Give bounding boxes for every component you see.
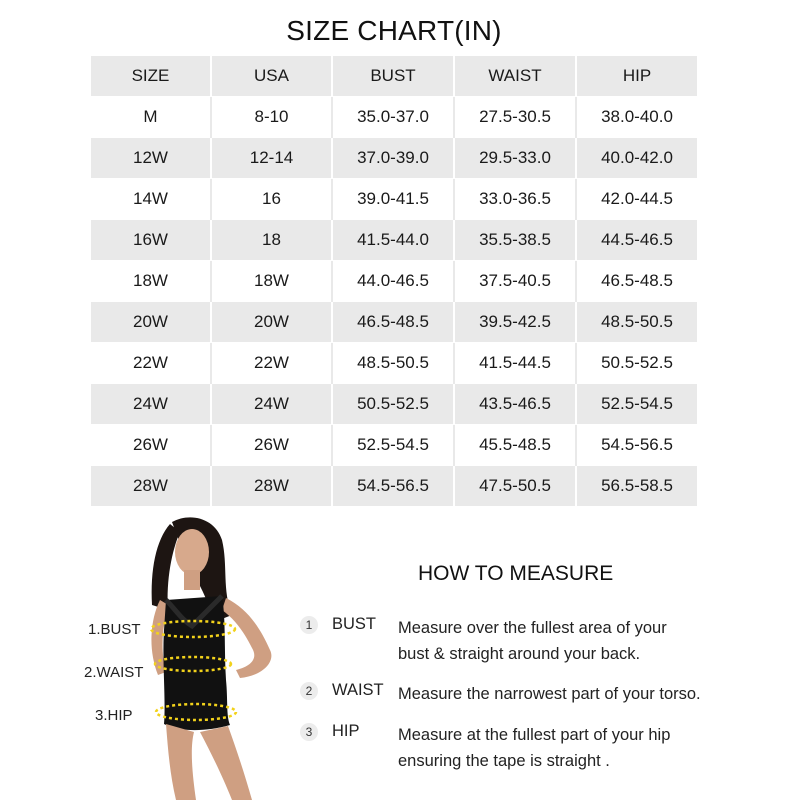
step-description: Measure over the fullest area of your bust & straight around your back. <box>398 619 667 663</box>
cell-usa: 20W <box>211 302 332 343</box>
table-row <box>91 425 697 466</box>
cell-size: 28W <box>91 466 211 507</box>
table-row <box>91 302 697 343</box>
cell-waist: 47.5-50.5 <box>454 466 576 507</box>
cell-usa: 26W <box>211 425 332 466</box>
cell-waist: 39.5-42.5 <box>454 302 576 343</box>
cell-usa: 18 <box>211 220 332 261</box>
cell-hip: 48.5-50.5 <box>576 302 697 343</box>
cell-size: 12W <box>91 138 211 179</box>
cell-hip: 40.0-42.0 <box>576 138 697 179</box>
cell-bust: 39.0-41.5 <box>332 179 454 220</box>
table-row <box>91 97 697 138</box>
cell-usa: 24W <box>211 384 332 425</box>
cell-bust: 50.5-52.5 <box>332 384 454 425</box>
size-table <box>91 56 697 507</box>
cell-hip: 54.5-56.5 <box>576 425 697 466</box>
cell-waist: 41.5-44.5 <box>454 343 576 384</box>
cell-bust: 41.5-44.0 <box>332 220 454 261</box>
cell-bust: 52.5-54.5 <box>332 425 454 466</box>
cell-bust: 44.0-46.5 <box>332 261 454 302</box>
cell-waist: 37.5-40.5 <box>454 261 576 302</box>
step-name: BUST <box>332 615 377 633</box>
bust-label: 1.BUST <box>88 621 141 638</box>
table-row <box>91 466 697 507</box>
step-description: Measure the narrowest part of your torso. <box>398 685 701 703</box>
table-row <box>91 220 697 261</box>
cell-bust: 35.0-37.0 <box>332 97 454 138</box>
cell-size: M <box>91 97 211 138</box>
hip-label: 3.HIP <box>95 707 133 724</box>
step-number-badge: 2 <box>300 682 318 700</box>
cell-size: 24W <box>91 384 211 425</box>
header-size: SIZE <box>91 56 211 97</box>
table-row <box>91 179 697 220</box>
cell-size: 26W <box>91 425 211 466</box>
step-name: HIP <box>332 722 360 740</box>
cell-hip: 42.0-44.5 <box>576 179 697 220</box>
cell-size: 18W <box>91 261 211 302</box>
how-to-measure-title: HOW TO MEASURE <box>418 562 614 585</box>
step-number-badge: 3 <box>300 723 318 741</box>
cell-usa: 8-10 <box>211 97 332 138</box>
table-row <box>91 138 697 179</box>
waist-label: 2.WAIST <box>84 664 144 681</box>
cell-waist: 29.5-33.0 <box>454 138 576 179</box>
cell-bust: 48.5-50.5 <box>332 343 454 384</box>
step-description: Measure at the fullest part of your hip ensuring the tape is straight . <box>398 726 671 770</box>
cell-usa: 28W <box>211 466 332 507</box>
header-hip: HIP <box>576 56 697 97</box>
cell-bust: 54.5-56.5 <box>332 466 454 507</box>
model-illustration <box>0 510 300 800</box>
cell-usa: 22W <box>211 343 332 384</box>
cell-hip: 44.5-46.5 <box>576 220 697 261</box>
cell-bust: 46.5-48.5 <box>332 302 454 343</box>
step-name: WAIST <box>332 681 384 699</box>
cell-waist: 45.5-48.5 <box>454 425 576 466</box>
size-chart <box>91 2 697 507</box>
cell-size: 20W <box>91 302 211 343</box>
table-header-row <box>91 56 697 97</box>
header-usa: USA <box>211 56 332 97</box>
cell-usa: 18W <box>211 261 332 302</box>
table-row <box>91 384 697 425</box>
step-waist <box>300 682 740 708</box>
step-number-badge: 1 <box>300 616 318 634</box>
cell-usa: 16 <box>211 179 332 220</box>
cell-hip: 52.5-54.5 <box>576 384 697 425</box>
cell-waist: 33.0-36.5 <box>454 179 576 220</box>
cell-hip: 56.5-58.5 <box>576 466 697 507</box>
header-waist: WAIST <box>454 56 576 97</box>
cell-waist: 35.5-38.5 <box>454 220 576 261</box>
table-row <box>91 343 697 384</box>
cell-usa: 12-14 <box>211 138 332 179</box>
cell-waist: 27.5-30.5 <box>454 97 576 138</box>
cell-waist: 43.5-46.5 <box>454 384 576 425</box>
cell-hip: 46.5-48.5 <box>576 261 697 302</box>
cell-hip: 38.0-40.0 <box>576 97 697 138</box>
table-row <box>91 261 697 302</box>
cell-size: 16W <box>91 220 211 261</box>
cell-size: 14W <box>91 179 211 220</box>
size-chart-title: SIZE CHART(IN) <box>286 15 502 46</box>
model-figure <box>0 510 300 800</box>
cell-size: 22W <box>91 343 211 384</box>
cell-hip: 50.5-52.5 <box>576 343 697 384</box>
step-hip <box>300 723 740 775</box>
header-bust: BUST <box>332 56 454 97</box>
cell-bust: 37.0-39.0 <box>332 138 454 179</box>
step-bust <box>300 616 740 668</box>
